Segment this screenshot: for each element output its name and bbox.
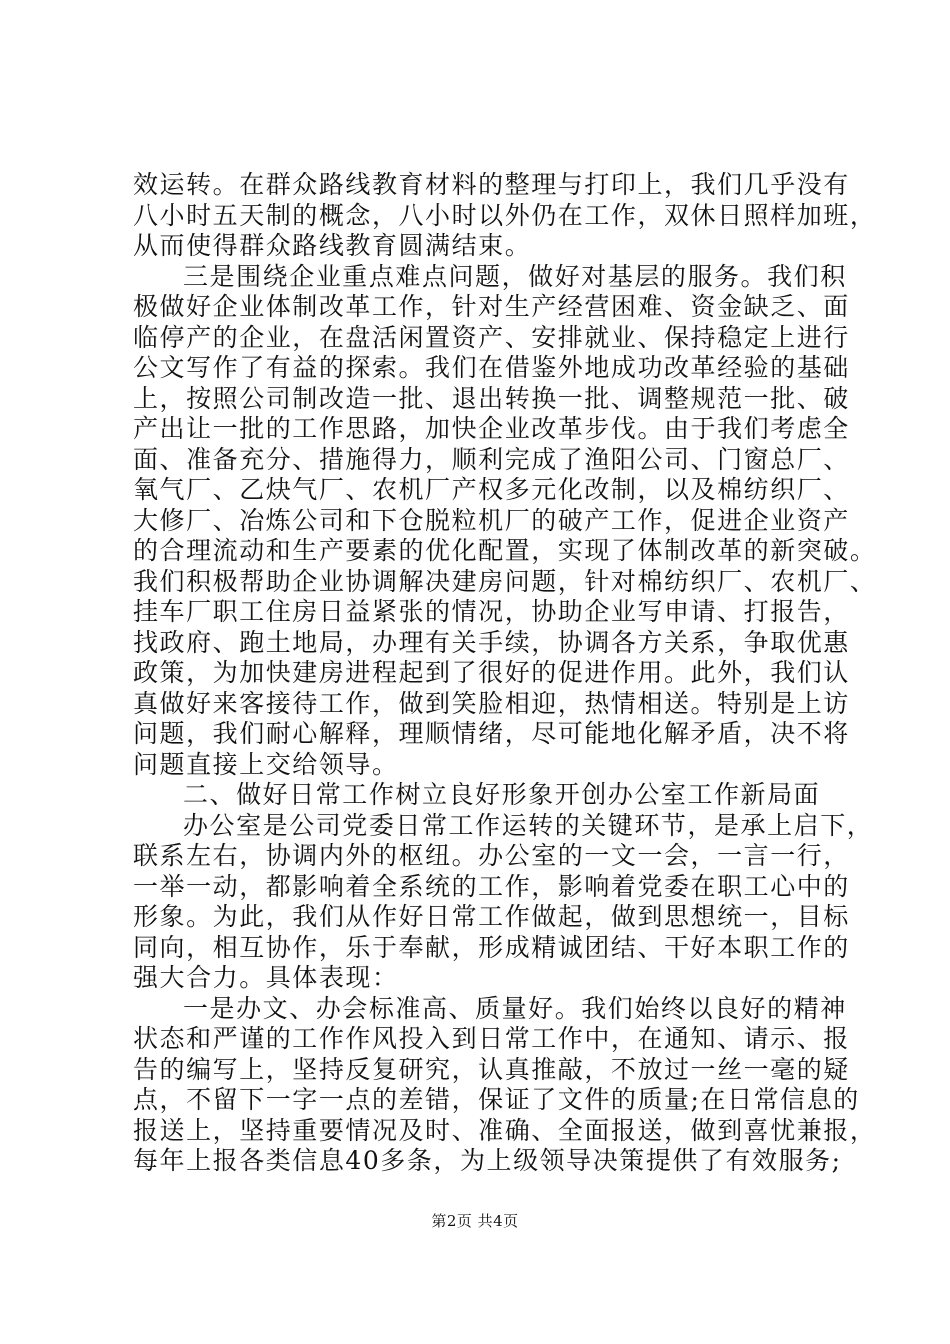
paragraph-first-line: 三是围绕企业重点难点问题，做好对基层的服务。我们积: [183, 261, 847, 291]
document-body: [133, 170, 877, 1177]
text-line: 效运转。在群众路线教育材料的整理与打印上，我们几乎没有: [133, 170, 850, 199]
text-line: 八小时五天制的概念，八小时以外仍在工作，双休日照样加班，: [133, 200, 877, 230]
text-line: 告的编写上，坚持反复研究，认真推敲，不放过一丝一毫的疑: [133, 1054, 850, 1084]
text-line: 状态和严谨的工作作风投入到日常工作中，在通知、请示、报: [133, 1024, 850, 1053]
text-line: 问题直接上交给领导。: [133, 749, 399, 779]
text-line: 报送上，坚持重要情况及时、准确、全面报送，做到喜忧兼报，: [133, 1115, 877, 1145]
text-line: 大修厂、冶炼公司和下仓脱粒机厂的破产工作，促进企业资产: [133, 505, 850, 535]
section-heading: 二、做好日常工作树立良好形象开创办公室工作新局面: [183, 780, 821, 809]
text-line: 极做好企业体制改革工作，针对生产经营困难、资金缺乏、面: [133, 292, 850, 321]
text-line: 问题，我们耐心解释，理顺情绪，尽可能地化解矛盾，决不将: [133, 719, 850, 748]
text-line: 同向，相互协作，乐于奉献，形成精诚团结、干好本职工作的: [133, 932, 850, 962]
text-line: 公文写作了有益的探索。我们在借鉴外地成功改革经验的基础: [133, 353, 850, 382]
text-line: 上，按照公司制改造一批、退出转换一批、调整规范一批、破: [133, 383, 850, 413]
text-line: 挂车厂职工住房日益紧张的情况，协助企业写申请、打报告，: [133, 597, 850, 626]
page-indicator: 第2页 共4页: [431, 1212, 519, 1230]
text-line: 强大合力。具体表现：: [133, 963, 399, 992]
text-line: 产出让一批的工作思路，加快企业改革步伐。由于我们考虑全: [133, 414, 850, 443]
text-line: 点，不留下一字一点的差错，保证了文件的质量;在日常信息的: [133, 1085, 860, 1114]
paragraph-first-line: 一是办文、办会标准高、质量好。我们始终以良好的精神: [183, 993, 847, 1023]
text-line: 每年上报各类信息40多条，为上级领导决策提供了有效服务;: [133, 1146, 842, 1175]
text-line: 找政府、跑土地局，办理有关手续，协调各方关系，争取优惠: [133, 627, 850, 657]
text-line: 氧气厂、乙炔气厂、农机厂产权多元化改制，以及棉纺织厂、: [133, 475, 850, 504]
text-line: 面、准备充分、措施得力，顺利完成了渔阳公司、门窗总厂、: [133, 444, 850, 474]
paragraph-first-line: 办公室是公司党委日常工作运转的关键环节，是承上启下，: [183, 810, 874, 840]
text-line: 一举一动，都影响着全系统的工作，影响着党委在职工心中的: [133, 871, 850, 901]
text-line: 的合理流动和生产要素的优化配置，实现了体制改革的新突破。: [133, 536, 877, 565]
text-line: 我们积极帮助企业协调解决建房问题，针对棉纺织厂、农机厂、: [133, 566, 877, 596]
text-line: 临停产的企业，在盘活闲置资产、安排就业、保持稳定上进行: [133, 322, 850, 352]
text-line: 形象。为此，我们从作好日常工作做起，做到思想统一，目标: [133, 902, 850, 931]
text-line: 从而使得群众路线教育圆满结束。: [133, 231, 532, 260]
text-line: 政策，为加快建房进程起到了很好的促进作用。此外，我们认: [133, 658, 850, 687]
text-line: 真做好来客接待工作，做到笑脸相迎，热情相送。特别是上访: [133, 688, 850, 718]
text-line: 联系左右，协调内外的枢纽。办公室的一文一会，一言一行，: [133, 841, 850, 870]
